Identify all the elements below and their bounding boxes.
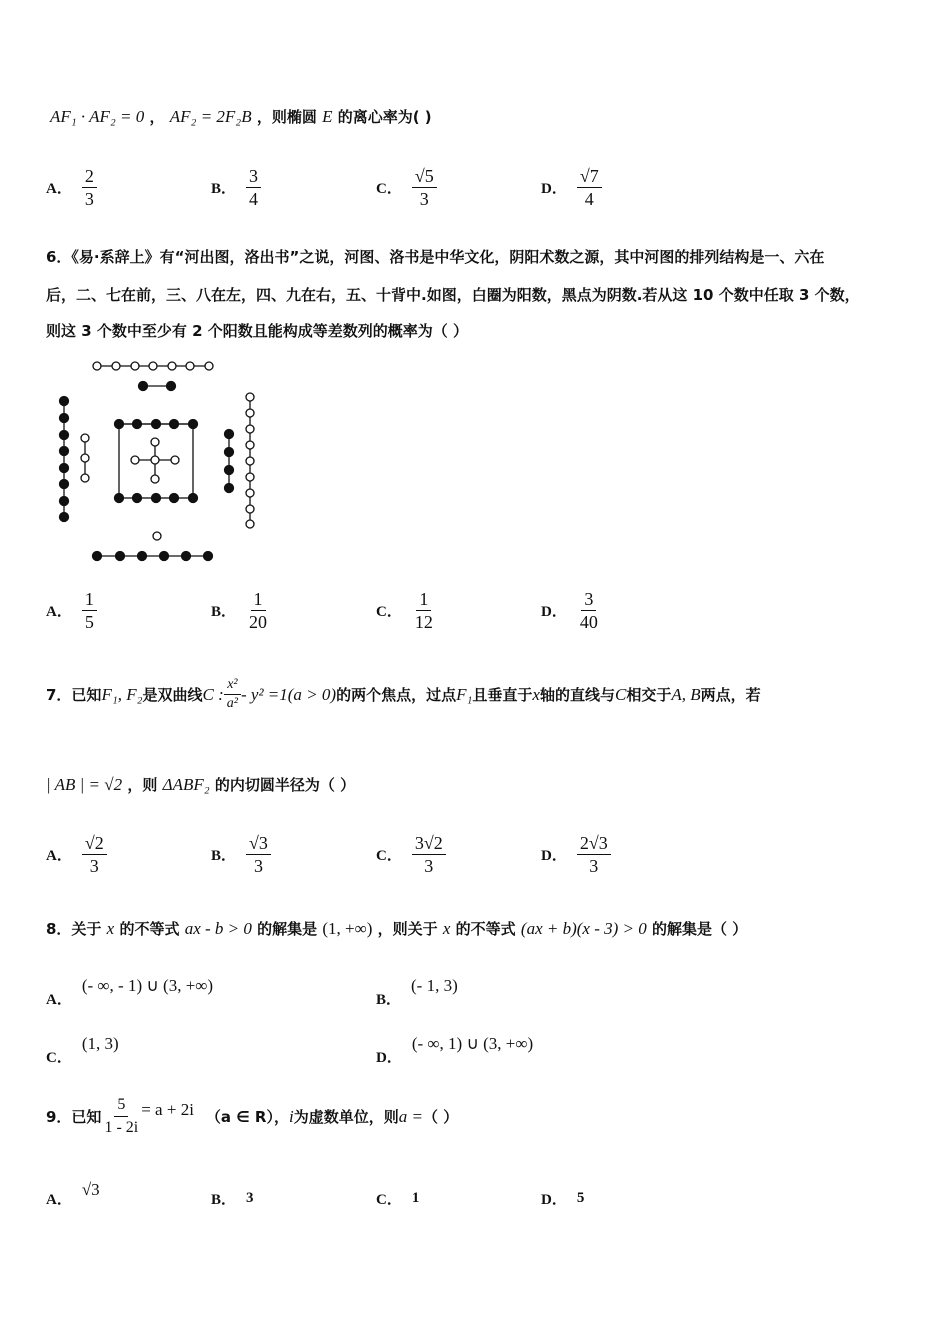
q5-stem-tail: AF₁ · AF₂ = 0 ， AF₂ = 2F₂B ，则椭圆 E 的离心率为( ) bbox=[50, 107, 432, 126]
q8-stem: 8．关于 x 的不等式 ax - b > 0 的解集是 (1, +∞) ，则关于 x 的不等式 (ax + b)(x - 3) > 0 的解集是（ ） bbox=[46, 919, 748, 938]
fraction: $\frac{3√2}{3}$ bbox=[412, 832, 446, 877]
q7-option-b[interactable]: B． $\frac{√3}{3}$ bbox=[211, 832, 271, 877]
q8-option-b[interactable]: B． (- 1, 3) bbox=[376, 976, 458, 1008]
fraction: $\frac{√2}{3}$ bbox=[82, 832, 107, 877]
q5-option-b[interactable]: B． $\frac{3}{4}$ bbox=[211, 165, 261, 210]
q6-line3: 则这 3 个数中至少有 2 个阳数且能构成等差数列的概率为（ ） bbox=[46, 322, 468, 340]
q6-line2: 后，二、七在前，三、八在左，四、九在右，五、十背中.如图，白圈为阳数，黑点为阴数.若从这 10 个数中任取 3 个数， bbox=[46, 286, 860, 304]
q9-option-c[interactable]: C． 1 bbox=[376, 1190, 420, 1208]
q9-option-a[interactable]: A． √3 bbox=[46, 1180, 100, 1208]
q7-line2: | AB | = √2 ，则 ΔABF₂ 的内切圆半径为（ ） bbox=[46, 775, 356, 794]
fraction: $\frac{2√3}{3}$ bbox=[577, 832, 611, 877]
q9-stem: 9．已知 $\frac{5}{1 - 2i}$ = a + 2i （a ∈ R）， i 为虚数单位，则 a = （ ） bbox=[46, 1094, 458, 1139]
fraction: $\frac{5}{1 - 2i}$ bbox=[104, 1096, 139, 1136]
fraction: $\frac{1}{20}$ bbox=[249, 589, 268, 632]
q8-option-c[interactable]: C． (1, 3) bbox=[46, 1034, 119, 1066]
q6-option-c[interactable]: C． $\frac{1}{12}$ bbox=[376, 588, 436, 633]
fraction: $\frac{1}{5}$ bbox=[82, 588, 97, 633]
q6-option-b[interactable]: B． $\frac{1}{20}$ bbox=[211, 588, 270, 633]
q5-expr2: AF₂ = 2F₂B bbox=[169, 107, 252, 126]
q7-option-d[interactable]: D． $\frac{2√3}{3}$ bbox=[541, 832, 611, 877]
fraction: $\frac{2}{3}$ bbox=[82, 165, 97, 210]
q7-line1: 7．已知 F₁, F₂ 是双曲线 C : $\frac{\text{x²}}{\text{a²}}$ - y² =1(a > 0) 的两个焦点，过点 F₁ 且垂直于 x 轴的直线与 C 相交于 A, B 两点，若 bbox=[46, 677, 761, 711]
q5-expr1: AF₁ · AF₂ = 0 bbox=[50, 107, 145, 126]
q7-option-a[interactable]: A． $\frac{√2}{3}$ bbox=[46, 832, 107, 877]
fraction: $\frac{\text{x²}}{\text{a²}}$ bbox=[224, 676, 241, 713]
fraction: $\frac{3}{40}$ bbox=[579, 589, 598, 632]
q7-option-c[interactable]: C． $\frac{3√2}{3}$ bbox=[376, 832, 446, 877]
fraction: $\frac{√7}{4}$ bbox=[577, 165, 602, 210]
q6-line1: 6．《易·系辞上》有“河出图，洛出书”之说，河图、洛书是中华文化，阴阳术数之源，其中河图的排列结构是一、六在 bbox=[46, 248, 825, 266]
q9-option-b[interactable]: B． 3 bbox=[211, 1190, 254, 1208]
fraction: $\frac{1}{12}$ bbox=[414, 589, 433, 632]
hetu-diagram bbox=[40, 352, 280, 572]
q8-option-a[interactable]: A． (- ∞, - 1) ∪ (3, +∞) bbox=[46, 976, 214, 1008]
fraction: $\frac{√5}{3}$ bbox=[412, 165, 437, 210]
q6-option-a[interactable]: A． $\frac{1}{5}$ bbox=[46, 588, 97, 633]
q8-option-d[interactable]: D． (- ∞, 1) ∪ (3, +∞) bbox=[376, 1034, 534, 1066]
q5-option-a[interactable]: A． $\frac{2}{3}$ bbox=[46, 165, 97, 210]
q9-option-d[interactable]: D． 5 bbox=[541, 1190, 585, 1208]
q5-option-d[interactable]: D． $\frac{√7}{4}$ bbox=[541, 165, 602, 210]
fraction: $\frac{√3}{3}$ bbox=[246, 832, 271, 877]
q5-option-c[interactable]: C． $\frac{√5}{3}$ bbox=[376, 165, 437, 210]
q6-option-d[interactable]: D． $\frac{3}{40}$ bbox=[541, 588, 601, 633]
fraction: $\frac{3}{4}$ bbox=[246, 165, 261, 210]
